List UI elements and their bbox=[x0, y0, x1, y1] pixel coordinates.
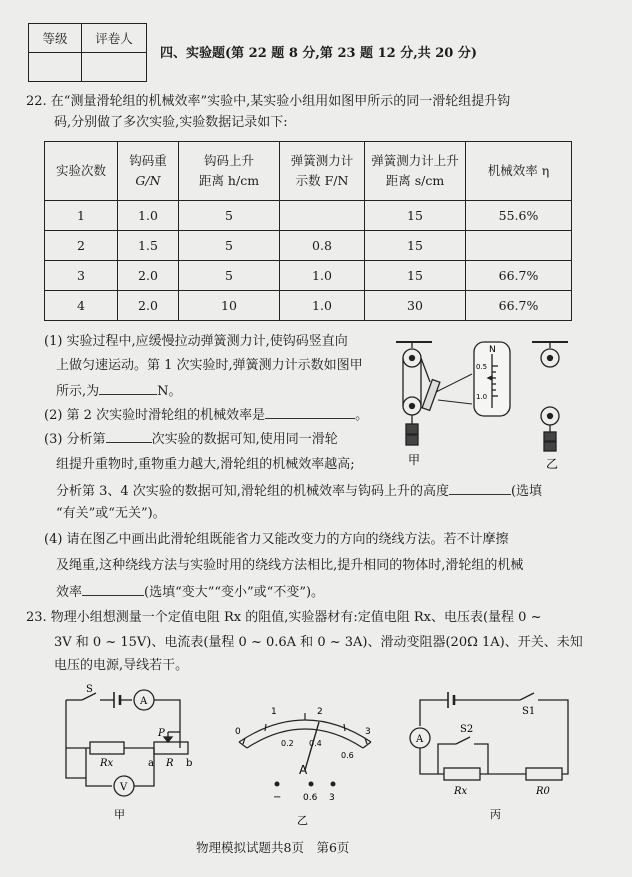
terminal-06-label: 0.6 bbox=[303, 793, 318, 803]
caption-jia: 甲 bbox=[114, 808, 125, 821]
rheostat-label: R bbox=[166, 758, 174, 769]
header-force: 弹簧测力计 示数 F/N bbox=[280, 142, 365, 201]
cell: 5 bbox=[179, 261, 280, 291]
cell: 30 bbox=[365, 291, 466, 321]
q22-p3-c-text: 分析第 3、4 次实验的数据可知,滑轮组的机械效率与钩码上升的高度 bbox=[56, 484, 449, 499]
q22-p2-text: (2) 第 2 次实验时滑轮组的机械效率是 bbox=[44, 408, 266, 423]
caption-yi: 乙 bbox=[297, 814, 308, 827]
q22-p4-c bbox=[56, 581, 324, 602]
dial-3: 3 bbox=[365, 727, 371, 737]
pulley-figure bbox=[392, 334, 572, 474]
cell: 15 bbox=[365, 201, 466, 231]
dial-0: 0 bbox=[235, 727, 241, 737]
answer-blank-4[interactable] bbox=[449, 480, 511, 495]
voltmeter-label: V bbox=[120, 782, 128, 793]
cell: 10 bbox=[179, 291, 280, 321]
cell: 4 bbox=[45, 291, 118, 321]
q22-p3-a-text: (3) 分析第 bbox=[44, 432, 106, 447]
dial-02: 0.2 bbox=[281, 739, 294, 748]
caption-bing: 丙 bbox=[490, 808, 501, 821]
q22-p1-c-unit: N。 bbox=[157, 384, 182, 399]
answer-blank-3[interactable] bbox=[106, 428, 152, 443]
q22-p4-c-text2: (选填“变大”“变小”或“不变”)。 bbox=[144, 585, 325, 600]
answer-blank-2[interactable] bbox=[265, 404, 355, 419]
dial-unit: A bbox=[299, 763, 308, 777]
terminal-3 bbox=[331, 782, 336, 787]
ammeter-dial-yi bbox=[225, 700, 385, 835]
grade-label: 等级 bbox=[29, 24, 82, 53]
q22-p3-c-text2: (选填 bbox=[510, 484, 543, 499]
cell: 3 bbox=[45, 261, 118, 291]
terminal-minus-label: − bbox=[273, 792, 282, 803]
cell: 15 bbox=[365, 231, 466, 261]
cell: 15 bbox=[365, 261, 466, 291]
table-row bbox=[45, 261, 572, 291]
terminal-b-label: b bbox=[186, 758, 193, 769]
q22-p2 bbox=[44, 404, 368, 425]
q22-p1-c-text: 所示,为 bbox=[56, 384, 100, 399]
q22-p1-b: 上做匀速运动。第 1 次实验时,弹簧测力计示数如图甲 bbox=[56, 358, 363, 373]
slider-p-label: P bbox=[158, 728, 165, 739]
cell: 1.0 bbox=[118, 201, 179, 231]
q22-p3-a bbox=[44, 428, 338, 449]
header-weight: 钩码重 G/N bbox=[118, 142, 179, 201]
table-row bbox=[45, 291, 572, 321]
q23-line-1: 23. 物理小组想测量一个定值电阻 Rx 的阻值,实验器材有:定值电阻 Rx、电压表(量程 0 ~ bbox=[26, 610, 542, 625]
circuit-bing bbox=[408, 680, 588, 825]
scale-n-label: N bbox=[489, 345, 496, 355]
table-row bbox=[45, 201, 572, 231]
cell: 1.5 bbox=[118, 231, 179, 261]
r0-label: R0 bbox=[536, 786, 550, 797]
q23-line-2: 3V 和 0 ~ 15V)、电流表(量程 0 ~ 0.6A 和 0 ~ 3A)、滑动变阻器(20Ω 1A)、开关、未知 bbox=[54, 635, 583, 650]
header-height: 钩码上升 距离 h/cm bbox=[179, 142, 280, 201]
circuit-jia bbox=[52, 680, 212, 825]
answer-blank-5[interactable] bbox=[82, 581, 144, 596]
cell-blank[interactable] bbox=[466, 231, 572, 261]
ammeter-label: A bbox=[140, 696, 148, 707]
ammeter-bing-label: A bbox=[416, 734, 424, 745]
cell: 2.0 bbox=[118, 291, 179, 321]
q23-line-3: 电压的电源,导线若干。 bbox=[54, 658, 189, 673]
grade-cell[interactable] bbox=[29, 53, 82, 82]
q22-intro-2: 码,分别做了多次实验,实验数据记录如下: bbox=[54, 115, 288, 130]
header-distance: 弹簧测力计上升 距离 s/cm bbox=[365, 142, 466, 201]
rx-label: Rx bbox=[100, 758, 114, 769]
fig-label-yi: 乙 bbox=[546, 457, 559, 471]
header-efficiency: 机械效率 η bbox=[466, 142, 572, 201]
q22-p1-a: (1) 实验过程中,应缓慢拉动弹簧测力计,使钩码竖直向 bbox=[44, 334, 348, 349]
section-title: 四、实验题(第 22 题 8 分,第 23 题 12 分,共 20 分) bbox=[160, 46, 478, 61]
q22-p3-a-text2: 次实验的数据可知,使用同一滑轮 bbox=[151, 432, 338, 447]
cell: 5 bbox=[179, 201, 280, 231]
cell: 66.7% bbox=[466, 291, 572, 321]
cell: 1 bbox=[45, 201, 118, 231]
fig-label-jia: 甲 bbox=[408, 453, 421, 467]
cell: 2.0 bbox=[118, 261, 179, 291]
dial-06: 0.6 bbox=[341, 751, 354, 760]
dial-1: 1 bbox=[271, 707, 277, 717]
header-trial: 实验次数 bbox=[45, 142, 118, 201]
grader-cell[interactable] bbox=[82, 53, 147, 82]
cell: 1.0 bbox=[280, 291, 365, 321]
rx-bing-label: Rx bbox=[454, 786, 468, 797]
score-box bbox=[28, 23, 147, 82]
q22-p4-c-text: 效率 bbox=[56, 585, 83, 600]
q22-p4-b: 及绳重,这种绕线方法与实验时用的绕线方法相比,提升相同的物体时,滑轮组的机械 bbox=[56, 558, 524, 573]
switch-s2-label: S2 bbox=[460, 724, 474, 735]
terminal-06 bbox=[309, 782, 314, 787]
page-footer: 物理模拟试题共8页 第6页 bbox=[196, 840, 350, 855]
switch-s1-label: S1 bbox=[522, 706, 536, 717]
table-row bbox=[45, 231, 572, 261]
q22-p2-end: 。 bbox=[355, 408, 369, 423]
q22-p4-a: (4) 请在图乙中画出此滑轮组既能省力又能改变力的方向的绕线方法。若不计摩擦 bbox=[44, 532, 509, 547]
switch-s-label: S bbox=[86, 684, 93, 695]
scale-05-label: 0.5 bbox=[476, 363, 488, 371]
cell-blank[interactable] bbox=[280, 201, 365, 231]
q22-p3-d: “有关”或“无关”)。 bbox=[56, 506, 166, 521]
q22-p3-c bbox=[56, 480, 542, 501]
scale-10-label: 1.0 bbox=[476, 393, 488, 401]
table-header-row bbox=[45, 142, 572, 201]
cell: 66.7% bbox=[466, 261, 572, 291]
experiment-table bbox=[44, 141, 572, 321]
cell: 55.6% bbox=[466, 201, 572, 231]
q22-intro-1: 22. 在“测量滑轮组的机械效率”实验中,某实验小组用如图甲所示的同一滑轮组提升钩 bbox=[26, 94, 511, 109]
grader-label: 评卷人 bbox=[82, 24, 147, 53]
q22-p1-c bbox=[56, 380, 182, 401]
cell: 5 bbox=[179, 231, 280, 261]
q22-p3-b: 组提升重物时,重物重力越大,滑轮组的机械效率越高; bbox=[56, 457, 355, 472]
terminal-3-label: 3 bbox=[329, 793, 335, 803]
dial-2: 2 bbox=[317, 707, 323, 717]
answer-blank-1[interactable] bbox=[99, 380, 157, 395]
cell: 0.8 bbox=[280, 231, 365, 261]
terminal-a-label: a bbox=[148, 758, 154, 769]
terminal-minus bbox=[275, 782, 280, 787]
cell: 1.0 bbox=[280, 261, 365, 291]
dial-04: 0.4 bbox=[309, 739, 322, 748]
cell: 2 bbox=[45, 231, 118, 261]
